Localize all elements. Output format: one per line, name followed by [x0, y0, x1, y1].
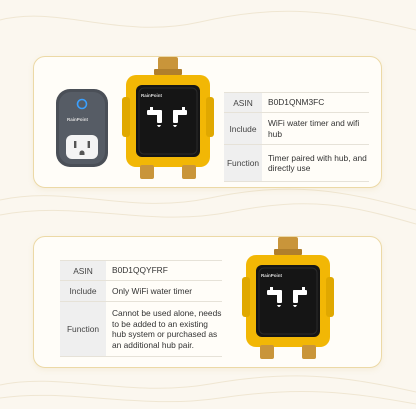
spec-row-include: [224, 113, 369, 145]
spec-key: Function: [224, 145, 262, 182]
spec-value: B0D1QQYFRF: [106, 261, 222, 281]
spec-row-function: [60, 302, 222, 357]
product-card-timer-only: [33, 236, 382, 368]
spec-row-asin: [60, 261, 222, 281]
spec-value: B0D1QNM3FC: [262, 93, 369, 113]
water-timer-device-icon: [240, 235, 336, 363]
product-card-timer-with-hub: [33, 56, 382, 188]
spec-value: Timer paired with hub, and directly use: [262, 145, 369, 182]
spec-key: ASIN: [224, 93, 262, 113]
spec-row-function: [224, 145, 369, 182]
spec-key: Include: [60, 281, 106, 302]
spec-value: Only WiFi water timer: [106, 281, 222, 302]
wifi-hub-plug-icon: [54, 87, 110, 169]
timer-brand-label: RainPoint: [141, 93, 162, 98]
timer-brand-label: RainPoint: [261, 273, 282, 278]
spec-value: Cannot be used alone, needs to be added to an existing hub system or purchased as an additional hub pair.: [106, 302, 222, 357]
spec-key: Include: [224, 113, 262, 145]
spec-value: WiFi water timer and wifi hub: [262, 113, 369, 145]
spec-table: [224, 92, 369, 182]
spec-table: [60, 260, 222, 357]
hub-brand-label: RainPoint: [67, 117, 88, 122]
water-timer-device-icon: [120, 55, 216, 183]
spec-row-include: [60, 281, 222, 302]
spec-key: ASIN: [60, 261, 106, 281]
spec-key: Function: [60, 302, 106, 357]
spec-row-asin: [224, 93, 369, 113]
